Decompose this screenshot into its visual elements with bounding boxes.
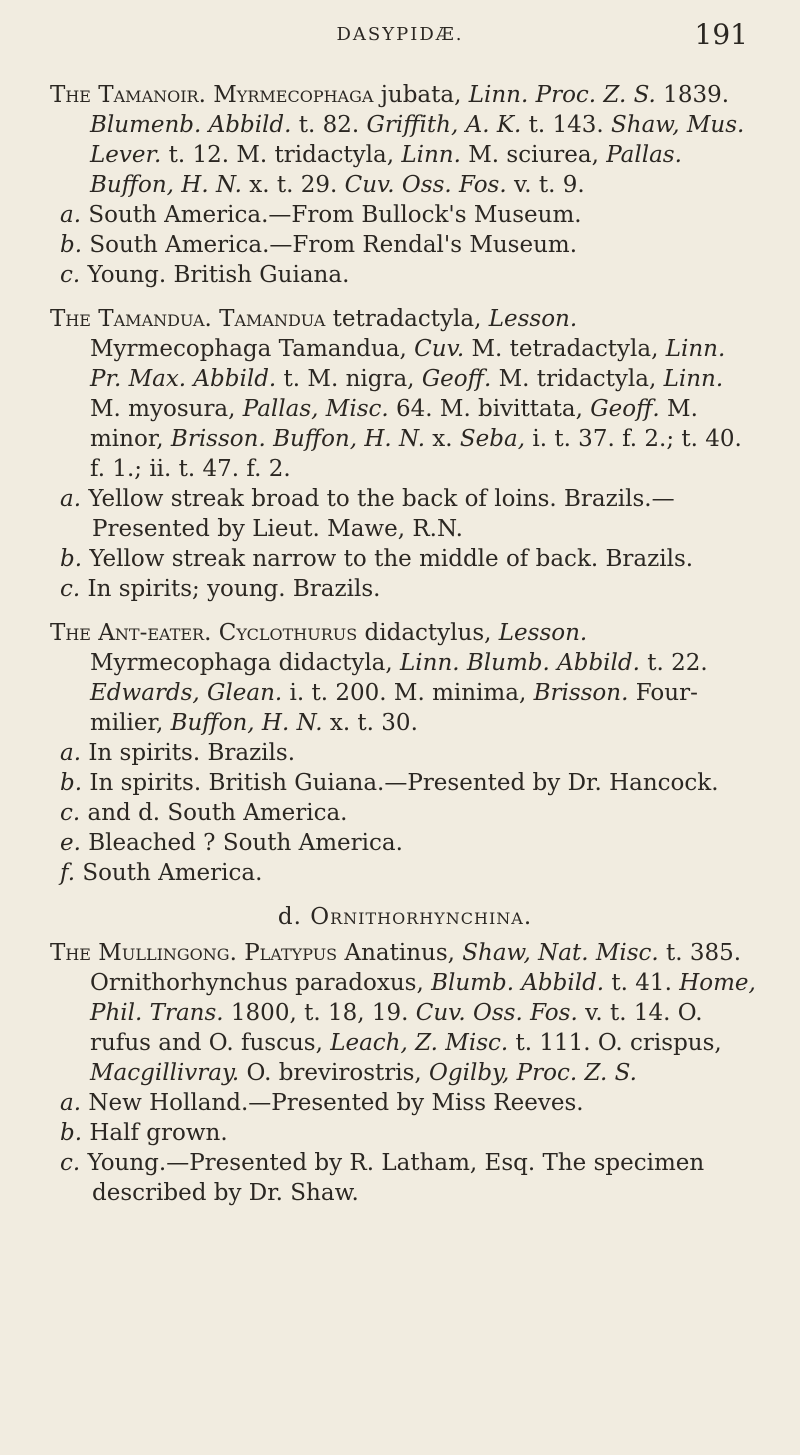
authority: Brisson.	[533, 680, 629, 706]
authority: Geoff.	[590, 396, 660, 422]
specimen-item	[50, 574, 760, 604]
specimen-item	[50, 798, 760, 828]
synonymy-text: jubata,	[373, 82, 469, 108]
item-text: South America.—From Rendal's Museum.	[89, 232, 578, 258]
synonymy-text: Anatinus,	[337, 940, 463, 966]
authority: Linn. Proc. Z. S.	[468, 82, 656, 108]
entry-tamanoir	[50, 80, 760, 290]
authority: Geoff.	[421, 366, 492, 392]
item-text: In spirits. British Guiana.—Presented by Dr. Hancock.	[89, 770, 719, 796]
page-number: 191	[694, 18, 748, 51]
item-text: Half grown.	[89, 1120, 228, 1146]
running-title: DASYPIDÆ.	[336, 24, 464, 45]
item-letter: c.	[60, 262, 81, 288]
item-letter: b.	[60, 1120, 83, 1146]
authority: Shaw, Mus. Lever.	[90, 112, 745, 168]
specimen-item	[50, 544, 760, 574]
synonymy-text: x. t. 29.	[241, 172, 345, 198]
synonymy-text: Myrmecophaga didactyla,	[90, 650, 401, 676]
authority: Cuv. Oss. Fos.	[344, 172, 507, 198]
synonymy-text: t. 143.	[521, 112, 612, 138]
entry-mullingong	[50, 938, 760, 1208]
synonymy-text: M. minor,	[90, 396, 698, 452]
authority: Linn. Pr. Max. Abbild.	[90, 336, 726, 392]
synonymy-text: 1839.	[655, 82, 730, 108]
synonymy-text: 64. M. bivittata,	[388, 396, 591, 422]
synonymy-text: t. 111. O. crispus,	[508, 1030, 722, 1056]
authority: Blumenb. Abbild.	[90, 112, 292, 138]
common-name: The Tamandua.	[50, 306, 212, 332]
synonymy-text: M. tridactyla,	[491, 366, 664, 392]
authority: Linn.	[401, 142, 461, 168]
entry-heading	[50, 80, 760, 200]
item-text: Yellow streak narrow to the middle of back. Brazils.	[89, 546, 694, 572]
authority: Brisson. Buffon, H. N.	[170, 426, 425, 452]
synonymy-text: x. t. 30.	[322, 710, 418, 736]
authority: Leach, Z. Misc.	[330, 1030, 509, 1056]
running-head	[0, 18, 800, 58]
synonymy-text: Four-milier,	[90, 680, 698, 736]
entry-tamandua	[50, 304, 760, 604]
entry-heading	[50, 304, 760, 484]
section-letter: d.	[277, 904, 302, 930]
item-letter: b.	[60, 546, 83, 572]
synonymy-text: x.	[425, 426, 460, 452]
genus-name: Myrmecophaga	[213, 82, 374, 108]
entry-heading	[50, 938, 760, 1088]
synonymy-text: M. tetradactyla,	[464, 336, 666, 362]
authority: Home, Phil. Trans.	[90, 970, 756, 1026]
synonymy-text: t. 385. Ornithorhynchus paradoxus,	[90, 940, 742, 996]
item-text: Young.—Presented by R. Latham, Esq. The specimen described by Dr. Shaw.	[87, 1150, 705, 1206]
authority: Edwards, Glean.	[90, 680, 283, 706]
authority: Macgillivray.	[90, 1060, 240, 1086]
synonymy-text: tetradactyla,	[325, 306, 489, 332]
common-name: The Ant-eater.	[50, 620, 212, 646]
item-letter: c.	[60, 1150, 81, 1176]
entry-ant-eater	[50, 618, 760, 888]
item-text: Young. British Guiana.	[87, 262, 350, 288]
entry-heading	[50, 618, 760, 738]
authority: Ogilby, Proc. Z. S.	[429, 1060, 637, 1086]
authority: Seba,	[459, 426, 526, 452]
synonymy-text: t. M. nigra,	[276, 366, 422, 392]
genus-name: Tamandua	[219, 306, 326, 332]
specimen-item	[50, 738, 760, 768]
authority: Lesson.	[488, 306, 578, 332]
item-text: and d. South America.	[87, 800, 348, 826]
authority: Pallas, Misc.	[242, 396, 389, 422]
authority: Linn.	[663, 366, 724, 392]
specimen-item	[50, 1148, 760, 1208]
item-text: In spirits; young. Brazils.	[87, 576, 381, 602]
page-body	[50, 80, 760, 1222]
item-text: South America.—From Bullock's Museum.	[88, 202, 582, 228]
specimen-item	[50, 828, 760, 858]
item-letter: f.	[60, 860, 76, 886]
item-letter: c.	[60, 576, 81, 602]
authority: Lesson.	[498, 620, 588, 646]
specimen-item	[50, 484, 760, 544]
authority: Blumb. Abbild.	[431, 970, 605, 996]
common-name: The Tamanoir.	[50, 82, 206, 108]
section-title: Ornithorhynchina.	[310, 904, 533, 930]
specimen-item	[50, 200, 760, 230]
item-letter: c.	[60, 800, 81, 826]
synonymy-text: didactylus,	[357, 620, 499, 646]
synonymy-text: t. 12. M. tridactyla,	[161, 142, 402, 168]
synonymy-text: Myrmecophaga Tamandua,	[90, 336, 415, 362]
synonymy-text: 1800, t. 18, 19.	[223, 1000, 416, 1026]
authority: Griffith, A. K.	[366, 112, 522, 138]
authority: Cuv. Oss. Fos.	[415, 1000, 578, 1026]
item-letter: a.	[60, 486, 82, 512]
common-name: The Mullingong.	[50, 940, 237, 966]
item-letter: e.	[60, 830, 81, 856]
specimen-item	[50, 1088, 760, 1118]
synonymy-text: i. t. 37. f. 2.; t. 40. f. 1.; ii. t. 47. f. 2.	[90, 426, 742, 482]
authority: Pallas. Buffon, H. N.	[90, 142, 682, 198]
item-text: Bleached ? South America.	[88, 830, 403, 856]
item-letter: a.	[60, 740, 82, 766]
genus-name: Platypus	[244, 940, 338, 966]
specimen-item	[50, 858, 760, 888]
item-text: In spirits. Brazils.	[88, 740, 296, 766]
item-letter: a.	[60, 202, 82, 228]
synonymy-text: v. t. 14. O. rufus and O. fuscus,	[90, 1000, 703, 1056]
specimen-item	[50, 230, 760, 260]
genus-name: Cyclothurus	[218, 620, 358, 646]
item-text: New Holland.—Presented by Miss Reeves.	[88, 1090, 584, 1116]
item-letter: b.	[60, 232, 83, 258]
section-heading	[50, 902, 760, 932]
authority: Linn. Blumb. Abbild.	[400, 650, 640, 676]
item-letter: b.	[60, 770, 83, 796]
authority: Shaw, Nat. Misc.	[462, 940, 659, 966]
synonymy-text: i. t. 200. M. minima,	[282, 680, 534, 706]
authority: Cuv.	[414, 336, 465, 362]
synonymy-text: O. brevirostris,	[239, 1060, 430, 1086]
synonymy-text: t. 22.	[639, 650, 708, 676]
item-text: Yellow streak broad to the back of loins. Brazils.—Presented by Lieut. Mawe, R.N.	[88, 486, 675, 542]
synonymy-text: v. t. 9.	[506, 172, 585, 198]
specimen-item	[50, 1118, 760, 1148]
synonymy-text: M. myosura,	[90, 396, 243, 422]
synonymy-text: t. 41.	[604, 970, 680, 996]
synonymy-text: M. sciurea,	[460, 142, 607, 168]
item-letter: a.	[60, 1090, 82, 1116]
item-text: South America.	[82, 860, 263, 886]
specimen-item	[50, 768, 760, 798]
specimen-item	[50, 260, 760, 290]
synonymy-text: t. 82.	[291, 112, 367, 138]
authority: Buffon, H. N.	[170, 710, 323, 736]
